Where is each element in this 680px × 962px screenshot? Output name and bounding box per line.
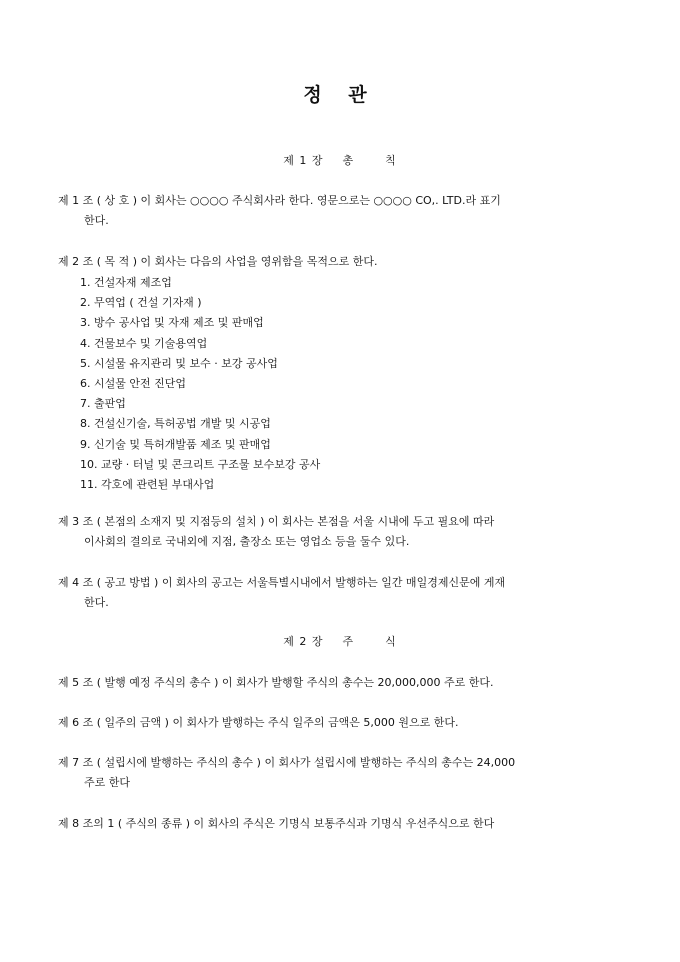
list-item: 4. 건물보수 및 기술용역업 xyxy=(80,336,208,350)
document-title: 정 관 xyxy=(303,84,377,106)
chapter-heading-1 xyxy=(0,152,680,168)
list-item: 10. 교량 · 터널 및 콘크리트 구조물 보수보강 공사 xyxy=(80,457,321,471)
article-4-line-2: 한다. xyxy=(84,596,109,609)
list-item: 3. 방수 공사업 및 자재 제조 및 판매업 xyxy=(80,316,264,330)
chapter-1-label: 제 1 장 xyxy=(283,154,324,167)
article-6-line-1: 제 6 조 ( 일주의 금액 ) 이 회사가 발행하는 주식 일주의 금액은 5,000 원으로 한다. xyxy=(58,716,459,729)
article-1-line-2: 한다. xyxy=(84,214,109,227)
article-4-line-1: 제 4 조 ( 공고 방법 ) 이 회사의 공고는 서울특별시내에서 발행하는 일간 매일경제신문에 게재 xyxy=(58,576,506,589)
article-2-line-1: 제 2 조 ( 목 적 ) 이 회사는 다음의 사업을 영위함을 목적으로 한다. xyxy=(58,255,378,268)
list-item: 1. 건설자재 제조업 xyxy=(80,276,172,289)
chapter-2-word2: 식 xyxy=(385,635,397,648)
list-item: 6. 시설물 안전 진단업 xyxy=(80,376,186,390)
article-2 xyxy=(58,252,628,272)
list-item: 9. 신기술 및 특허개발품 제조 및 판매업 xyxy=(80,437,271,451)
chapter-1-word2: 칙 xyxy=(385,154,397,167)
article-6 xyxy=(58,713,628,733)
article-7-line-2: 주로 한다 xyxy=(84,776,131,789)
list-item: 7. 출판업 xyxy=(80,397,126,411)
article-3-line-2: 이사회의 결의로 국내외에 지점, 출장소 또는 영업소 등을 둘수 있다. xyxy=(84,535,410,548)
article-4 xyxy=(58,573,628,613)
article-7-line-1: 제 7 조 ( 설립시에 발행하는 주식의 총수 ) 이 회사가 설립시에 발행하는 주식의 총수는 24,000 xyxy=(58,756,516,769)
chapter-2-label: 제 2 장 xyxy=(283,635,324,648)
article-8 xyxy=(58,814,628,834)
list-item: 11. 각호에 관련된 부대사업 xyxy=(80,477,215,491)
list-item: 8. 건설신기술, 특허공법 개발 및 시공업 xyxy=(80,417,271,431)
article-3 xyxy=(58,512,628,552)
article-2-item-list xyxy=(80,273,620,495)
list-item: 5. 시설물 유지관리 및 보수 · 보강 공사업 xyxy=(80,356,278,370)
chapter-2-word1: 주 xyxy=(342,635,355,648)
article-1 xyxy=(58,191,628,231)
article-8-line-1: 제 8 조의 1 ( 주식의 종류 ) 이 회사의 주식은 기명식 보통주식과 기명식 우선주식으로 한다 xyxy=(58,817,495,830)
chapter-heading-2 xyxy=(0,633,680,649)
article-7 xyxy=(58,753,628,793)
article-5 xyxy=(58,673,628,693)
article-3-line-1: 제 3 조 ( 본점의 소재지 및 지점등의 설치 ) 이 회사는 본점을 서울 시내에 두고 필요에 따라 xyxy=(58,515,495,528)
list-item: 2. 무역업 ( 건설 기자재 ) xyxy=(80,296,202,310)
article-1-line-1: 제 1 조 ( 상 호 ) 이 회사는 ○○○○ 주식회사라 한다. 영문으로는 ○○○○ CO,. LTD.라 표기 xyxy=(58,194,501,207)
chapter-1-word1: 총 xyxy=(342,154,355,167)
article-5-line-1: 제 5 조 ( 발행 예정 주식의 총수 ) 이 회사가 발행할 주식의 총수는 20,000,000 주로 한다. xyxy=(58,676,494,689)
